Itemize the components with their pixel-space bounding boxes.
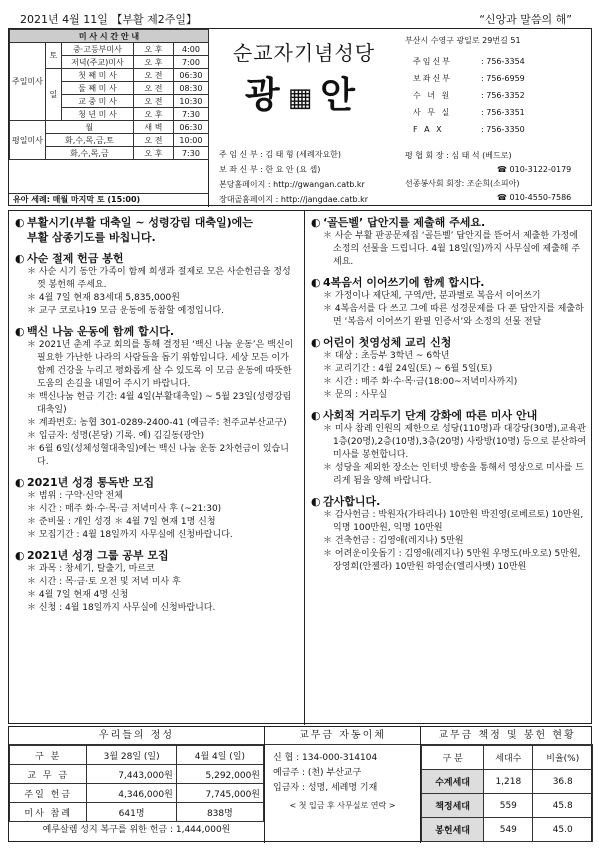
notice-item (311, 509, 587, 535)
mass-name: 청 년 미 사 (61, 108, 133, 121)
table-header: 4월 4일 (일) (176, 746, 263, 765)
notice-section (15, 215, 298, 245)
parish-title (209, 67, 399, 118)
item-text: 사순 부활 판공문제집 ‘골든벨’ 답안지를 뜯어서 제출한 가정에 소정의 선물을 드립니다. 4월 18일(일)까지 사무실에 제출해 주세요. (333, 231, 581, 267)
heading-text: 어린이 첫영성체 교리 신청 (323, 336, 452, 349)
item-text: 어려운이웃돕기 : 김영애(레지나) 5만원 우명도(바오로) 5만원, 장영희(안젤라) 10만원 하영순(엘리사벳) 10만원 (333, 549, 581, 572)
mass-name: 저녁(주교)미사 (61, 56, 133, 69)
asterisk-icon: ＊ (27, 444, 39, 454)
mass-ampm: 오 후 (133, 108, 173, 121)
council-phone: ☎ 010-3122-0179 (497, 165, 572, 174)
table-cell: 5,292,000원 (176, 765, 263, 784)
leaders (405, 149, 571, 205)
table-cell: 미사 참례 (10, 803, 87, 822)
bullet-icon: ◐ (311, 276, 321, 289)
mass-time: 08:30 (173, 82, 208, 95)
notice-section (311, 408, 587, 488)
mass-ampm: 새 벽 (133, 121, 173, 134)
asterisk-icon: ＊ (27, 491, 39, 501)
bullet-icon: ◐ (311, 216, 321, 229)
mass-time: 10:00 (173, 134, 208, 147)
youth-homepage-link[interactable]: 장대골홈페이지 : http://jangdae.catb.kr (219, 195, 369, 204)
mass-name: 중·고등부미사 (61, 43, 133, 56)
table-cell: 책정세대 (422, 794, 484, 818)
notice-item (311, 363, 587, 376)
phone-label: 주임신부 (413, 57, 452, 66)
infant-baptism-note: 유아 세례: 매월 마지막 토 (15:00) (9, 193, 209, 207)
notice-item (15, 563, 298, 576)
table-cell: 45.8 (533, 794, 593, 818)
notice-item (311, 290, 587, 303)
notice-heading (311, 335, 587, 350)
transfer-note: < 첫 입금 후 사무실로 연락 > (289, 801, 396, 810)
notice-section (15, 324, 298, 469)
heading-text: 4복음서 이어쓰기에 함께 합시다. (323, 276, 485, 289)
bullet-icon: ◐ (311, 409, 321, 422)
table-header: 비율(%) (533, 746, 593, 770)
item-text: 시간 : 목·금·토 오전 및 저녁 미사 후 (38, 577, 181, 587)
notice-heading (311, 215, 587, 230)
item-text: 시간 : 매주 화·수·목·금 저녁미사 후 (~21:30) (38, 504, 222, 514)
asterisk-icon: ＊ (323, 424, 335, 434)
heading-text: 감사합니다. (323, 495, 381, 508)
mass-time: 06:30 (173, 69, 208, 82)
pastor-line: 주 임 신 부 : 김 태 형 (세례자요한) (219, 150, 342, 159)
offering-title: 우리들의 정성 (9, 727, 264, 745)
asterisk-icon: ＊ (27, 564, 39, 574)
phone-label: F A X (413, 125, 444, 134)
table-header: 3월 28일 (일) (87, 746, 176, 765)
parish-title-block (209, 29, 399, 207)
top-bar (8, 8, 592, 28)
item-text: 감사헌금 : 박원자(가타리나) 10만원 박진영(로베르토) 10만원, 익명 100만원, 익명 10만원 (333, 510, 584, 533)
heading-text: 2021년 성경 그룹 공부 모집 (27, 549, 169, 562)
mass-ampm: 오 후 (133, 56, 173, 69)
asterisk-icon: ＊ (323, 536, 335, 546)
notice-item (15, 516, 298, 529)
item-text: 4월 7일 현재 83세대 5,835,000원 (38, 293, 180, 303)
offering-table (9, 745, 264, 822)
notice-item (15, 417, 298, 430)
phone-row (413, 87, 525, 104)
transfer-line: 입금자 : 성명, 세례명 기재 (273, 783, 378, 793)
transfer-details (265, 745, 420, 819)
asterisk-icon: ＊ (27, 590, 39, 600)
asterisk-icon: ＊ (323, 463, 335, 473)
notice-item (311, 230, 587, 269)
notice-item (15, 589, 298, 602)
phone-label: 수 녀 원 (413, 91, 452, 100)
phone-value: : 756-3354 (481, 57, 525, 66)
bullet-icon: ◐ (311, 495, 321, 508)
asterisk-icon: ＊ (323, 304, 335, 314)
asterisk-icon: ＊ (323, 510, 335, 520)
table-cell: 549 (484, 818, 533, 842)
notice-item (15, 529, 298, 542)
asterisk-icon: ＊ (27, 431, 39, 441)
transfer-line: 신 협 : 134-000-314104 (273, 753, 378, 763)
mass-name: 둘 째 미 사 (61, 82, 133, 95)
mass-ampm: 오 후 (133, 147, 173, 160)
item-text: 성당을 제외한 장소는 인터넷 방송을 통해서 영상으로 미사를 드리게 됨을 양해 바랍니다. (333, 463, 584, 486)
table-row (422, 770, 593, 794)
notice-item (311, 535, 587, 548)
title-right: 안 (320, 74, 364, 116)
table-row (10, 784, 264, 803)
item-text: 계좌번호: 농협 301-0289-2400-41 (예금주: 천주교부산교구) (38, 418, 287, 428)
mass-schedule (9, 29, 209, 207)
stats-title: 교무금 책정 및 봉헌 현황 (421, 727, 593, 745)
phone-value: : 756-6959 (481, 74, 525, 83)
notice-item (15, 443, 298, 469)
table-header: 구 분 (10, 746, 87, 765)
item-text: 교구 코로나19 모금 운동에 동참할 예정입니다. (38, 306, 224, 316)
council-head: 평 협 회 장 : 심 태 석 (베드로) (405, 151, 512, 160)
item-text: 6월 6일(성체성혈대축일)에는 백신 나눔 운동 2차헌금이 있습니다. (37, 444, 289, 467)
asterisk-icon: ＊ (27, 340, 39, 350)
table-cell: 4,346,000원 (87, 784, 176, 803)
mass-time: 4:00 (173, 43, 208, 56)
table-cell: 559 (484, 794, 533, 818)
item-text: 대상 : 초등부 3학년 ~ 6학년 (334, 351, 450, 361)
table-cell: 838명 (176, 803, 263, 822)
mass-name: 교 중 미 사 (61, 95, 133, 108)
item-text: 문의 : 사무실 (334, 390, 388, 400)
asterisk-icon: ＊ (27, 603, 39, 613)
right-column (305, 211, 593, 725)
item-text: 교리기간 : 4월 24일(토) ~ 6월 5일(토) (334, 364, 493, 374)
item-text: 모집기간 : 4월 18일까지 사무실에 신청바랍니다. (38, 530, 233, 540)
notice-heading (311, 408, 587, 423)
stats-box (421, 727, 593, 843)
asterisk-icon: ＊ (323, 549, 335, 559)
table-cell: 7,745,000원 (176, 784, 263, 803)
offering-box (9, 727, 265, 843)
item-text: 준비물 : 개인 성경 ＊ 4월 7일 현재 1명 신청 (38, 517, 216, 527)
weekday-mass-label: 평일미사 (10, 121, 46, 160)
phone-value: : 756-3351 (481, 108, 525, 117)
notice-section (15, 475, 298, 542)
parish-name: 순교자기념성당 (232, 41, 376, 65)
stats-table (421, 745, 593, 842)
item-text: 과목 : 창세기, 탈출기, 마르코 (38, 564, 155, 574)
bullet-icon: ◐ (15, 549, 25, 562)
phone-row (413, 104, 525, 121)
heading-subline: 부활 삼종기도를 바칩니다. (27, 231, 156, 244)
table-header: 구 분 (422, 746, 484, 770)
welfare-phone: ☎ 010-4550-7586 (497, 193, 572, 202)
asterisk-icon: ＊ (27, 577, 39, 587)
jerusalem-offering: 예루살렘 성지 복구를 위한 헌금 : 1,444,000원 (42, 825, 231, 835)
item-text: 미사 참례 인원의 제한으로 성당(110명)과 대강당(30명),교육관1층(20명),2층(10명),3층(20명) 사랑방(10명) 등으로 분산하여 미사를 봉헌합니다. (333, 424, 587, 460)
notice-heading (311, 494, 587, 509)
table-row (10, 803, 264, 822)
sunday-mass-label: 주일미사 (10, 43, 46, 121)
heading-text: 사회적 거리두기 단계 강화에 따른 미사 안내 (323, 409, 538, 422)
notice-section (15, 251, 298, 318)
mass-time: 06:30 (173, 121, 208, 134)
notice-item (15, 576, 298, 589)
mass-table (9, 29, 209, 160)
address: 부산시 수영구 광일로 29번길 51 (405, 36, 521, 45)
notice-item (15, 266, 298, 292)
bulletin-date: 2021년 4월 11일 【부활 제2주일】 (20, 13, 197, 26)
asterisk-icon: ＊ (323, 351, 335, 361)
item-text: 2021년 춘계 주교 회의를 통해 결정된 ‘백신 나눔 운동’은 백신이 필요한 가난한 나라의 사람들을 돕기 위함입니다. 세상 모든 이가 함께 건강을 누리고 평화롭게 살 수 있도록 이 모금 운동에 따뜻한 도움의 손길을 내밀어 주시기 바랍니다. (37, 340, 294, 389)
asterisk-icon: ＊ (27, 293, 39, 303)
mass-ampm: 오 전 (133, 82, 173, 95)
phone-value: : 756-3350 (481, 125, 525, 134)
notice-heading (15, 548, 298, 563)
homepage-link[interactable]: 본당홈페이지 : http://gwangan.catb.kr (219, 180, 365, 189)
assistant-line: 보 좌 신 부 : 한 요 안 (요 셉) (219, 165, 321, 174)
heading-text: 사순 절제 헌금 봉헌 (27, 252, 124, 265)
notice-section (311, 335, 587, 402)
notice-item (311, 548, 587, 574)
notice-section (311, 494, 587, 574)
bullet-icon: ◐ (15, 325, 25, 338)
notice-heading (15, 324, 298, 339)
bullet-icon: ◐ (311, 336, 321, 349)
item-text: 시간 : 매주 화·수·목·금(18:00~저녁미사까지) (334, 377, 518, 387)
parish-info (219, 147, 399, 207)
bullet-icon: ◐ (15, 476, 25, 489)
mass-name: 첫 째 미 사 (61, 69, 133, 82)
notice-item (311, 462, 587, 488)
item-text: 입금자: 성명(본당) 기록. 예) 김길동(광안) (38, 431, 205, 441)
notice-item (311, 389, 587, 402)
phone-label: 사 무 실 (413, 108, 452, 117)
day-cell: 일 (45, 69, 61, 121)
item-text: 가정이나 제단체, 구역/반, 분과별로 복음서 이어쓰기 (334, 291, 541, 301)
asterisk-icon: ＊ (323, 291, 335, 301)
phone-list (413, 53, 525, 138)
table-cell: 교 무 금 (10, 765, 87, 784)
item-text: 사순 시기 동안 가족이 함께 희생과 절제로 모은 사순헌금을 정성껏 봉헌해 주세요. (37, 267, 291, 290)
mass-ampm: 오 전 (133, 134, 173, 147)
mass-ampm: 오 후 (133, 43, 173, 56)
table-cell: 주일 헌금 (10, 784, 87, 803)
bullet-icon: ◐ (15, 216, 25, 229)
item-text: 백신나눔 헌금 기간: 4월 4일(부활대축일) ~ 5월 23일(성령강림대축일) (37, 392, 292, 415)
asterisk-icon: ＊ (323, 390, 335, 400)
phone-label: 보좌신부 (413, 74, 452, 83)
asterisk-icon: ＊ (27, 504, 39, 514)
table-cell: 7,443,000원 (87, 765, 176, 784)
day-cell: 토 (45, 43, 61, 69)
phone-row (413, 53, 525, 70)
notice-item (15, 292, 298, 305)
notice-item (311, 350, 587, 363)
left-column (9, 211, 305, 725)
transfer-line: 예금주 : (천) 부산교구 (273, 768, 362, 778)
mass-table-title: 미 사 시 간 안 내 (10, 30, 209, 43)
table-cell: 45.0 (533, 818, 593, 842)
table-row (10, 765, 264, 784)
mass-time: 7:00 (173, 56, 208, 69)
notice-section (311, 275, 587, 329)
welfare-head: 선종봉사회 회장: 조순희(소피아) (405, 179, 520, 188)
table-row (422, 794, 593, 818)
finance-section (8, 726, 592, 842)
table-row (422, 818, 593, 842)
table-cell: 1,218 (484, 770, 533, 794)
title-left: 광 (244, 74, 288, 116)
table-cell: 수계세대 (422, 770, 484, 794)
day-cell: 화,수,목,금 (45, 147, 133, 160)
auto-transfer-box (265, 727, 421, 843)
notice-item (15, 305, 298, 318)
asterisk-icon: ＊ (27, 517, 39, 527)
notice-heading (15, 215, 298, 230)
year-motto: “신앙과 말씀의 해” (479, 13, 572, 26)
notice-item (15, 339, 298, 391)
phone-value: : 756-3352 (481, 91, 525, 100)
notice-section (311, 215, 587, 269)
asterisk-icon: ＊ (323, 231, 335, 241)
heading-text: 2021년 성경 통독반 모집 (27, 476, 155, 489)
transfer-title: 교무금 자동이체 (265, 727, 420, 745)
contact-block (401, 29, 591, 207)
heading-text: ‘골든벨’ 답안지를 제출해 주세요. (323, 216, 486, 229)
asterisk-icon: ＊ (323, 364, 335, 374)
asterisk-icon: ＊ (27, 530, 39, 540)
notice-item (15, 490, 298, 503)
item-text: 4월 7일 현재 4명 신청 (38, 590, 129, 600)
masthead (8, 28, 592, 206)
asterisk-icon: ＊ (27, 418, 39, 428)
mass-time: 7:30 (173, 147, 208, 160)
item-text: 신청 : 4월 18일까지 사무실에 신청바랍니다. (38, 603, 216, 613)
mass-ampm: 오 전 (133, 69, 173, 82)
mass-time: 7:30 (173, 108, 208, 121)
notice-heading (15, 475, 298, 490)
notice-item (15, 503, 298, 516)
notice-section (15, 548, 298, 615)
notice-heading (311, 275, 587, 290)
heading-text: 백신 나눔 운동에 함께 합시다. (27, 325, 175, 338)
day-cell: 화,수,목,금,토 (45, 134, 133, 147)
heading-text: 부활시기(부활 대축일 ~ 성령강림 대축일)에는 (27, 216, 253, 229)
table-cell: 641명 (87, 803, 176, 822)
mass-time: 10:30 (173, 95, 208, 108)
mass-ampm: 오 전 (133, 95, 173, 108)
announcements (8, 210, 592, 724)
notice-item (311, 423, 587, 462)
church-logo-icon: ▦ (287, 83, 321, 113)
notice-item (15, 602, 298, 615)
table-cell: 봉헌세대 (422, 818, 484, 842)
item-text: 범위 : 구약·신약 전체 (38, 491, 123, 501)
notice-item (15, 391, 298, 417)
day-cell: 월 (45, 121, 133, 134)
table-header: 세대수 (484, 746, 533, 770)
asterisk-icon: ＊ (27, 306, 39, 316)
table-cell: 36.8 (533, 770, 593, 794)
phone-row (413, 121, 525, 138)
notice-heading (15, 251, 298, 266)
notice-item (311, 376, 587, 389)
notice-item (15, 430, 298, 443)
asterisk-icon: ＊ (27, 267, 39, 277)
bullet-icon: ◐ (15, 252, 25, 265)
asterisk-icon: ＊ (27, 392, 39, 402)
asterisk-icon: ＊ (323, 377, 335, 387)
phone-row (413, 70, 525, 87)
item-text: 건축헌금 : 김영애(레지나) 5만원 (334, 536, 464, 546)
notice-item (311, 303, 587, 329)
item-text: 4복음서를 다 쓰고 그에 따른 성경문제를 다 푼 답안지를 제출하면 ‘복음서 이어쓰기 완필 인증서’와 소정의 선물 전달 (333, 304, 584, 327)
